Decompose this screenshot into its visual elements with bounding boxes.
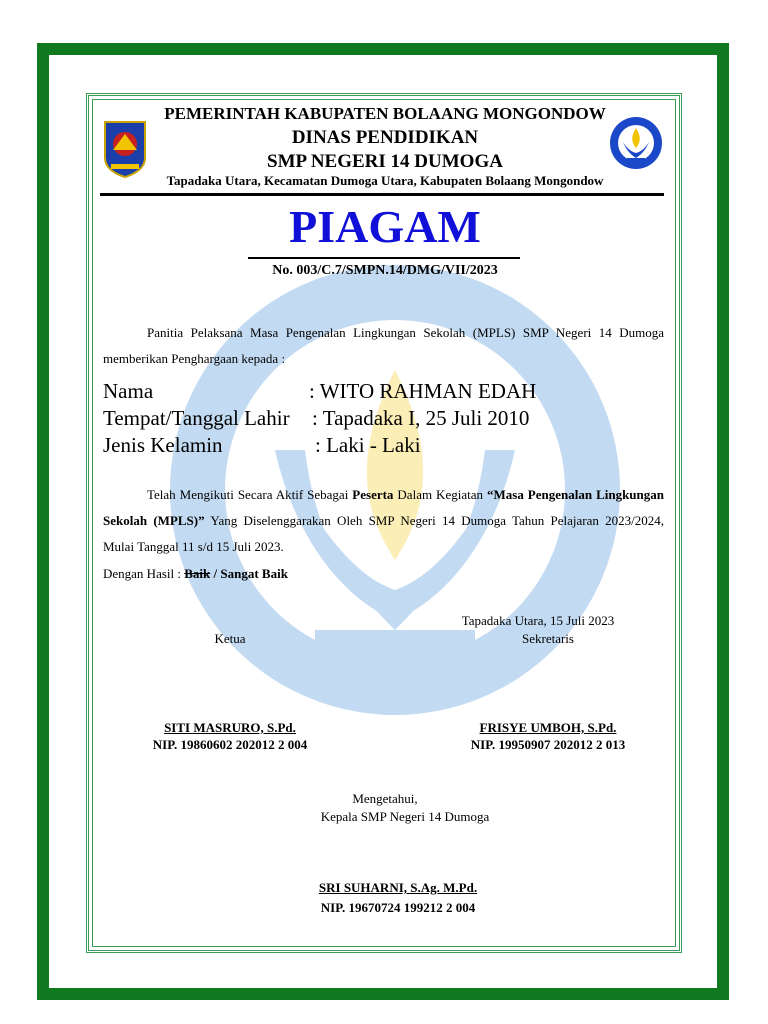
- identity-row-birth: [103, 405, 663, 431]
- result-separator: /: [210, 566, 221, 581]
- body-event: “Masa Pengenalan Lingkungan Sekolah (MPLS)”: [103, 487, 665, 528]
- certificate-number: No. 003/C.7/SMPN.14/DMG/VII/2023: [272, 263, 498, 278]
- body-text: Dalam Kegiatan: [393, 487, 487, 502]
- chair-name: SITI MASRURO, S.Pd.: [164, 720, 296, 735]
- result-chosen: Sangat Baik: [220, 566, 288, 581]
- header-school: SMP NEGERI 14 DUMOGA: [267, 151, 503, 172]
- body-text: Telah Mengikuti Secara Aktif Sebagai: [147, 487, 353, 502]
- identity-label: Tempat/Tanggal Lahir: [103, 406, 290, 430]
- certificate-title: PIAGAM: [289, 201, 481, 252]
- identity-value: : Laki - Laki: [315, 433, 421, 457]
- identity-value: : Tapadaka I, 25 Juli 2010: [312, 406, 530, 430]
- chair-nip: NIP. 19860602 202012 2 004: [152, 737, 308, 752]
- chair-title: Ketua: [214, 631, 246, 646]
- secretary-title: Sekretaris: [522, 631, 574, 646]
- header-government: PEMERINTAH KABUPATEN BOLAANG MONGONDOW: [164, 104, 606, 123]
- principal-nip: NIP. 19670724 199212 2 004: [320, 900, 476, 915]
- place-date: Tapadaka Utara, 15 Juli 2023: [461, 613, 615, 628]
- identity-row-name: [103, 378, 663, 404]
- header-address: Tapadaka Utara, Kecamatan Dumoga Utara, Kabupaten Bolaang Mongondow: [166, 173, 604, 188]
- result-crossed: Baik: [184, 566, 211, 581]
- identity-row-gender: [103, 432, 663, 458]
- header-department: DINAS PENDIDIKAN: [291, 127, 479, 148]
- identity-label: Nama: [103, 379, 154, 403]
- identity-label: Jenis Kelamin: [103, 433, 223, 457]
- body-role: Peserta: [352, 487, 394, 502]
- title-underline: [248, 257, 520, 259]
- result-line: [103, 566, 288, 582]
- intro-text: Panitia Pelaksana Masa Pengenalan Lingkungan Sekolah (MPLS) SMP Negeri 14 Dumoga memberikan Penghargaan kepada :: [103, 325, 664, 366]
- secretary-nip: NIP. 19950907 202012 2 013: [470, 737, 626, 752]
- principal-name: SRI SUHARNI, S.Ag. M.Pd.: [318, 880, 478, 895]
- acknowledge-label: Mengetahui,: [352, 791, 418, 806]
- header-divider: [100, 193, 664, 196]
- body-text: Yang Diselenggarakan Oleh SMP Negeri 14 Dumoga Tahun Pelajaran 2023/2024, Mulai Tanggal 11 s/d 15 Juli 2023.: [103, 513, 665, 554]
- result-label: Dengan Hasil :: [103, 566, 185, 581]
- body-paragraph: [103, 482, 664, 560]
- identity-value: : WITO RAHMAN EDAH: [309, 379, 537, 403]
- principal-title: Kepala SMP Negeri 14 Dumoga: [320, 809, 490, 824]
- intro-paragraph: [103, 320, 664, 372]
- secretary-name: FRISYE UMBOH, S.Pd.: [479, 720, 617, 735]
